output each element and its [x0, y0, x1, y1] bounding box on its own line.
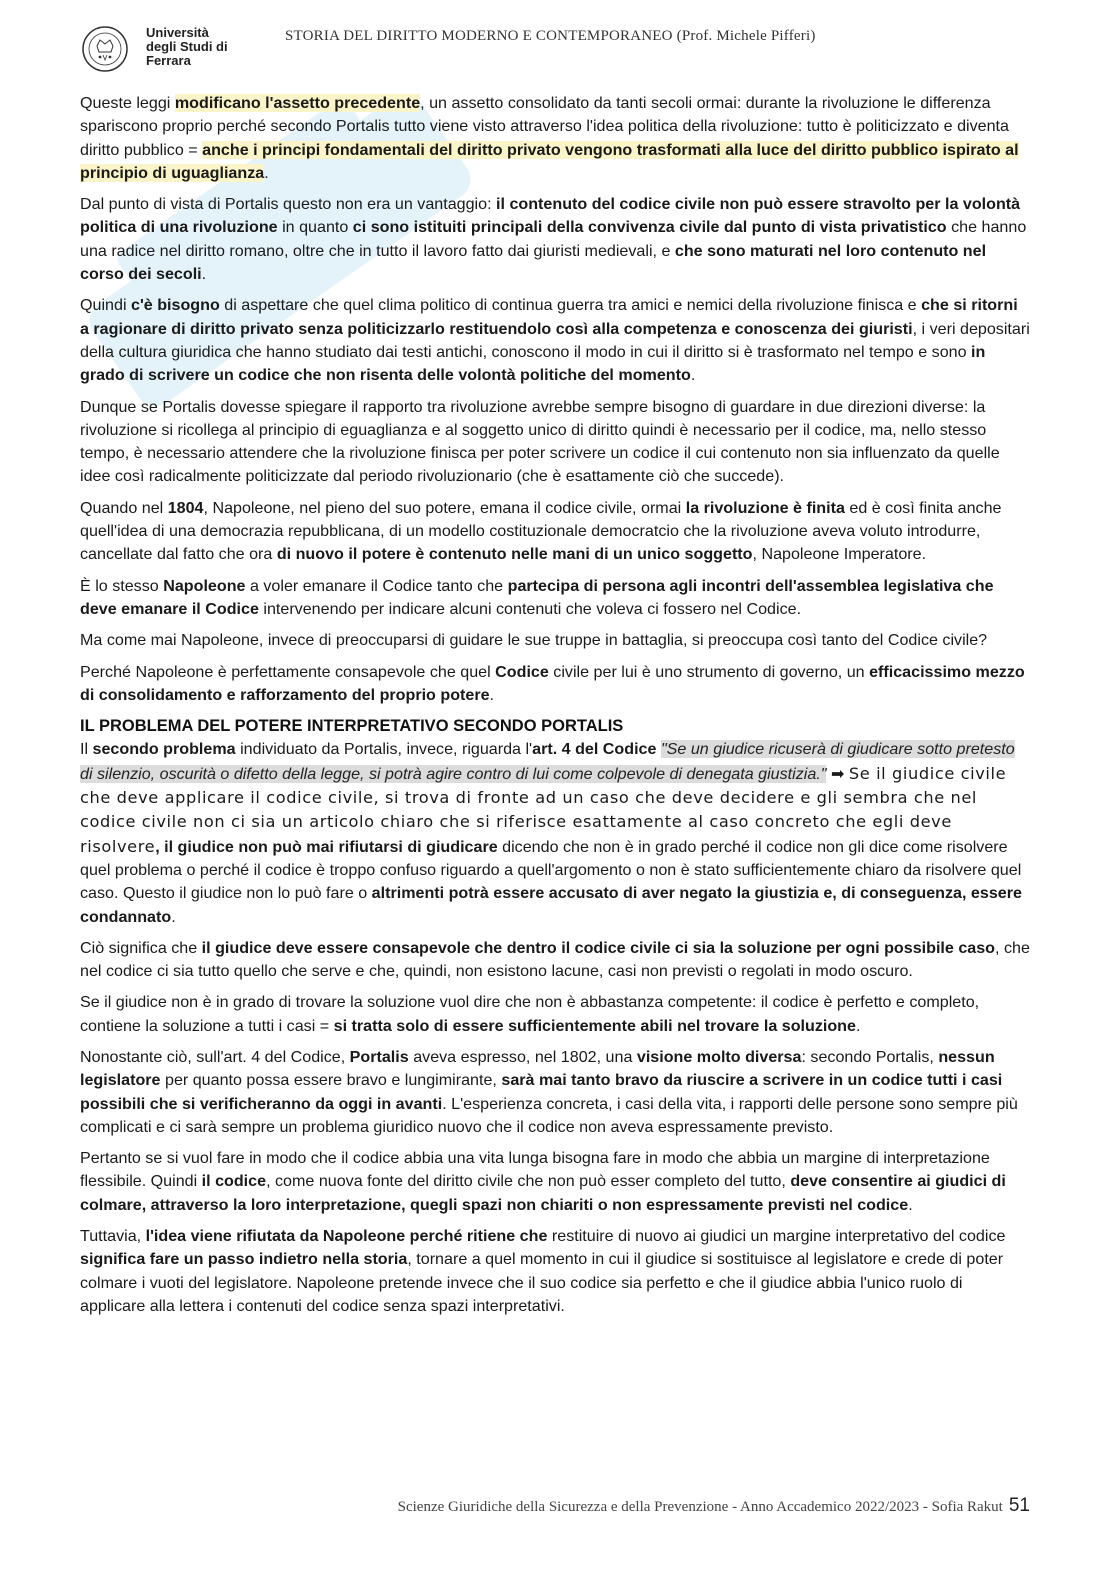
paragraph-8: Perché Napoleone è perfettamente consapevole che quel Codice civile per lui è uno strumento di governo, un efficacissimo mezzo di consolidamento e rafforzamento del proprio potere.: [80, 662, 1025, 704]
page-header: [80, 20, 1040, 80]
section-heading: IL PROBLEMA DEL POTERE INTERPRETATIVO SECONDO PORTALIS: [80, 717, 624, 736]
university-seal-icon: [80, 24, 140, 74]
paragraph-4: Dunque se Portalis dovesse spiegare il rapporto tra rivoluzione avrebbe sempre bisogno di guardare in due direzioni diverse: la rivoluzione si ricollega al principio di eguaglianza e al soggetto unico di diritto quindi è necessario per il codice, ma, nello stesso tempo, è necessario attendere che la rivoluzione finisca per poter scrivere un codice il cui contenuto non sia influenzato da quelle idee così radicalmente politicizzate dal periodo rivoluzionario (che è esattamente ciò che succede).: [80, 397, 1000, 486]
paragraph-1: Queste leggi modificano l'assetto precedente, un assetto consolidato da tanti secoli ormai: durante la rivoluzione le differenza spariscono proprio perché secondo Portalis tutto viene visto attraverso l'idea politica della rivoluzione: tutto è politicizzato e diventa diritto pubblico = anche i principi fondamentali del diritto privato vengono trasformati alla luce del diritto pubblico ispirato al principio di uguaglianza.: [80, 94, 1019, 182]
paragraph-11: Se il giudice non è in grado di trovare la soluzione vuol dire che non è abbastanza competente: il codice è perfetto e completo, contiene la soluzione a tutti i casi = si tratta solo di essere sufficientemente abili nel trovare la soluzione.: [80, 993, 980, 1035]
paragraph-7: Ma come mai Napoleone, invece di preoccuparsi di guidare le sue truppe in battaglia, si preoccupa così tanto del Codice civile?: [80, 631, 988, 650]
paragraph-9: Il secondo problema individuato da Portalis, invece, riguarda l'art. 4 del Codice "Se un giudice ricuserà di giudicare sotto pretesto di silenzio, oscurità o difetto della legge, si potrà agire contro di lui come colpevole di denegata giustizia." ➡ Se il giudice civile che deve applicare il codice civile, si trova di fronte ad un caso che deve decidere e gli sembra che nel codice civile non ci sia un articolo chiaro che si riferisce esattamente al caso concreto che egli deve risolvere, il giudice non può mai rifiutarsi di giudicare dicendo che non è in grado perché il codice non gli dice come risolvere quel problema o perché il codice è troppo confuso riguardo a quell'argomento o non è stato sufficientemente chiaro da risolvere quel caso. Questo il giudice non lo può fare o altrimenti potrà essere accusato di aver negato la giustizia e, di conseguenza, essere condannato.: [80, 740, 1022, 926]
university-name: Università degli Studi di Ferrara: [146, 25, 228, 68]
course-title: STORIA DEL DIRITTO MODERNO E CONTEMPORANEO (Prof. Michele Pifferi): [285, 28, 816, 44]
article-quote: "Se un giudice ricuserà di giudicare sotto pretesto di silenzio, oscurità o difetto della legge, si potrà agire contro di lui come colpevole di denegata giustizia.": [80, 740, 1015, 783]
document-body: [80, 92, 1030, 1326]
paragraph-3: Quindi c'è bisogno di aspettare che quel clima politico di continua guerra tra amici e nemici della rivoluzione finisca e che si ritorni a ragionare di diritto privato senza politicizzarlo restituendolo così alla competenza e conoscenza dei giuristi, i veri depositari della cultura giuridica che hanno studiato dai testi antichi, conoscono il modo in cui il diritto si è trasformato nel tempo e sono in grado di scrivere un codice che non risenta delle volontà politiche del momento.: [80, 296, 1030, 385]
page-number: 51: [1008, 1495, 1030, 1516]
paragraph-6: È lo stesso Napoleone a voler emanare il Codice tanto che partecipa di persona agli incontri dell'assemblea legislativa che deve emanare il Codice intervenendo per indicare alcuni contenuti che voleva ci fossero nel Codice.: [80, 576, 994, 618]
paragraph-2: Dal punto di vista di Portalis questo non era un vantaggio: il contenuto del codice civile non può essere stravolto per la volontà politica di una rivoluzione in quanto ci sono istituiti principali della convivenza civile dal punto di vista privatistico che hanno una radice nel diritto romano, oltre che in tutto il lavoro fatto dai giuristi medievali, e che sono maturati nel loro contenuto nel corso dei secoli.: [80, 195, 1027, 284]
paragraph-14: Tuttavia, l'idea viene rifiutata da Napoleone perché ritiene che restituire di nuovo ai giudici un margine interpretativo del codice significa fare un passo indietro nella storia, tornare a quel momento in cui il giudice si sostituisce al legislatore e crede di poter colmare i vuoti del legislatore. Napoleone pretende invece che il suo codice sia perfetto e che il giudice abbia l'unico ruolo di applicare alla lettera i contenuti del codice senza spazi interpretativi.: [80, 1227, 1006, 1315]
paragraph-13: Pertanto se si vuol fare in modo che il codice abbia una vita lunga bisogna fare in modo che abbia un margine di interpretazione flessibile. Quindi il codice, come nuova fonte del diritto civile che non può esser completo del tutto, deve consentire ai giudici di colmare, attraverso la loro interpretazione, quegli spazi non chiariti o non espressamente previsti nel codice.: [80, 1149, 1006, 1214]
right-arrow-icon: ➡: [826, 764, 849, 783]
paragraph-10: Ciò significa che il giudice deve essere consapevole che dentro il codice civile ci sia la soluzione per ogni possibile caso, che nel codice ci sia tutto quello che serve e che, quindi, non esistono lacune, casi non previsti o regolati in modo oscuro.: [80, 938, 1030, 981]
paragraph-12: Nonostante ciò, sull'art. 4 del Codice, Portalis aveva espresso, nel 1802, una visione molto diversa: secondo Portalis, nessun legislatore per quanto possa essere bravo e lungimirante, sarà mai tanto bravo da riuscire a scrivere in un codice tutti i casi possibili che si verificheranno da oggi in avanti. L'esperienza concreta, i casi della vita, i rapporti delle persone sono sempre più complicati e ci sarà sempre un problema giuridico nuovo che il codice non aveva espressamente previsto.: [80, 1047, 1018, 1136]
paragraph-5: Quando nel 1804, Napoleone, nel pieno del suo potere, emana il codice civile, ormai la rivoluzione è finita ed è così finita anche quell'idea di una democrazia repubblicana, di un modello costituzionale democratcio che la rivoluzione aveva voluto introdurre, cancellate dal fatto che ora di nuovo il potere è contenuto nelle mani di un unico soggetto, Napoleone Imperatore.: [80, 498, 1002, 564]
page-footer: [300, 1495, 1030, 1517]
footer-text: Scienze Giuridiche della Sicurezza e della Prevenzione - Anno Accademico 2022/2023 - Sofia Rakut: [397, 1499, 1003, 1515]
